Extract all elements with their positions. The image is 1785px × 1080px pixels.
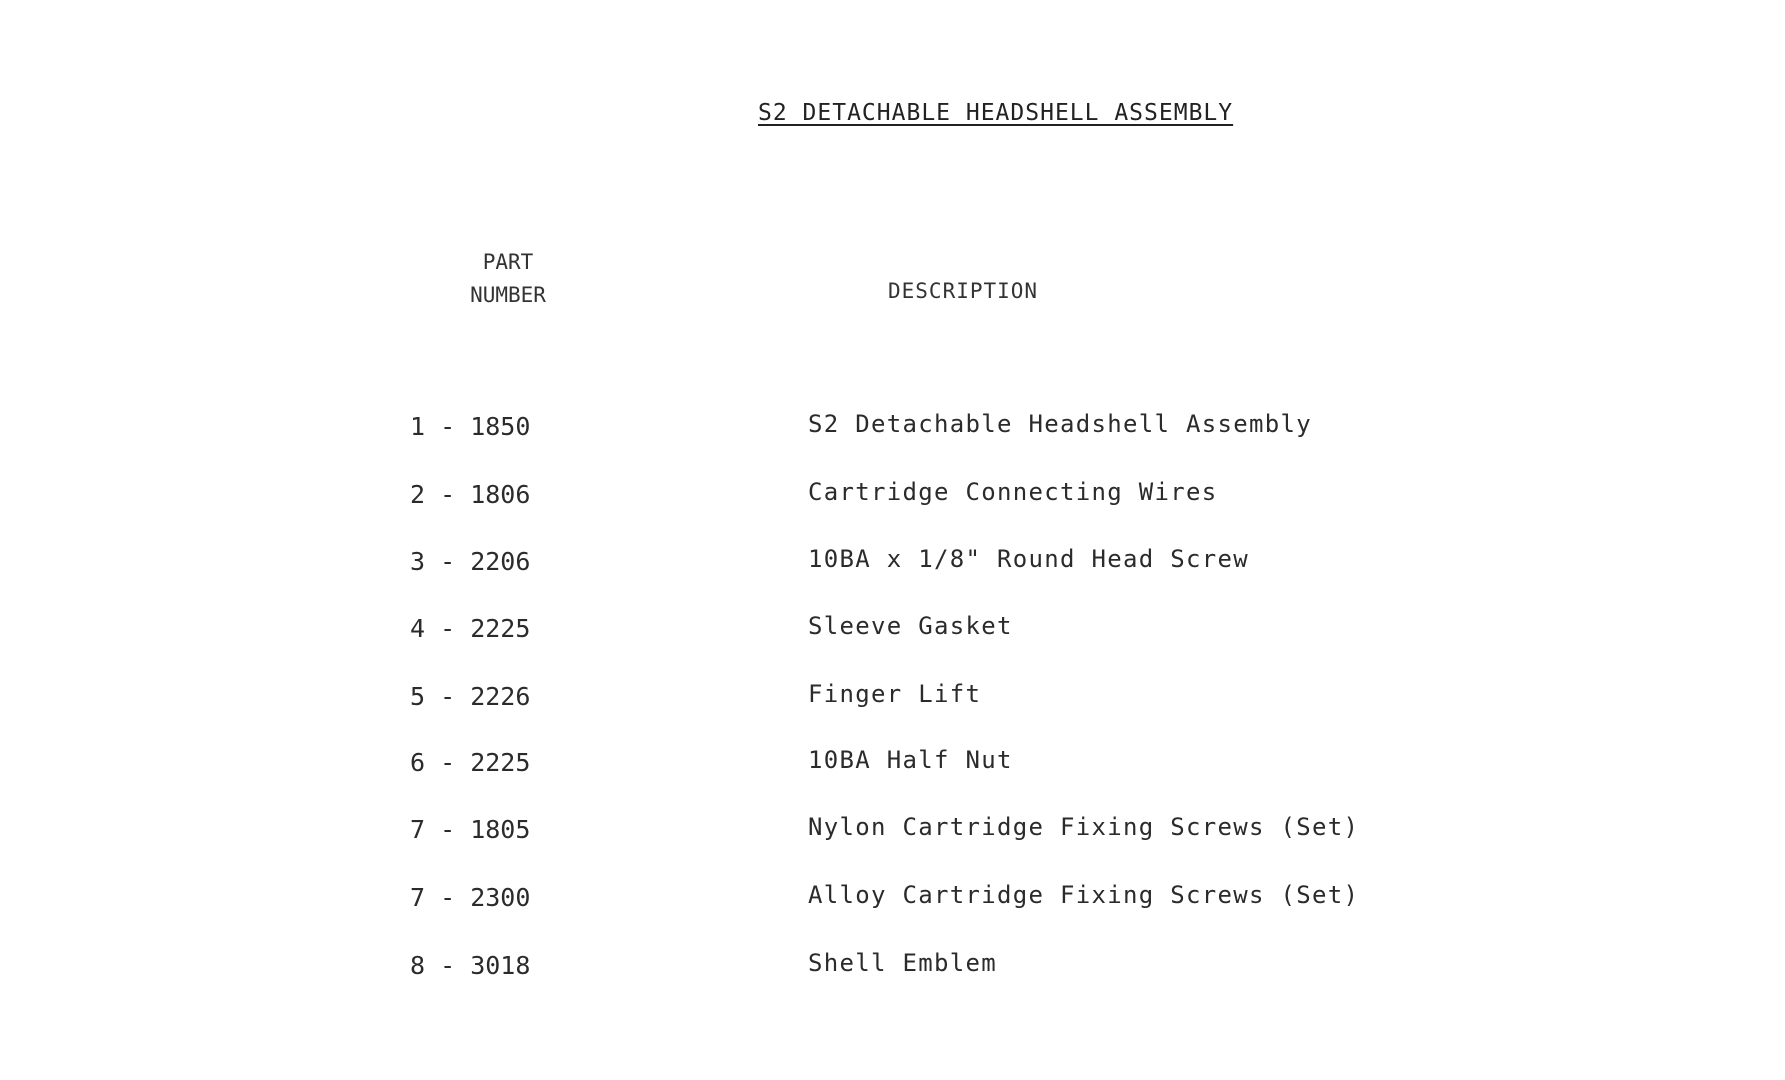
part-number: 4 - 2225 — [410, 614, 531, 643]
part-description: Alloy Cartridge Fixing Screws (Set) — [808, 881, 1360, 909]
part-description: Shell Emblem — [808, 949, 997, 977]
part-description: Sleeve Gasket — [808, 612, 1013, 640]
parts-row — [0, 547, 1785, 587]
part-number: 3 - 2206 — [410, 547, 531, 576]
part-description: S2 Detachable Headshell Assembly — [808, 410, 1312, 438]
parts-row — [0, 682, 1785, 722]
part-number: 1 - 1850 — [410, 412, 531, 441]
description-header: DESCRIPTION — [888, 279, 1039, 303]
part-number: 8 - 3018 — [410, 951, 531, 980]
parts-row — [0, 815, 1785, 855]
part-number: 7 - 2300 — [410, 883, 531, 912]
part-description: 10BA Half Nut — [808, 746, 1013, 774]
parts-row — [0, 951, 1785, 991]
part-number: 5 - 2226 — [410, 682, 531, 711]
part-description: 10BA x 1/8" Round Head Screw — [808, 545, 1249, 573]
parts-row — [0, 412, 1785, 452]
parts-row — [0, 614, 1785, 654]
part-number-header: PART NUMBER — [470, 250, 546, 307]
document-title: S2 DETACHABLE HEADSHELL ASSEMBLY — [758, 100, 1234, 126]
part-description: Nylon Cartridge Fixing Screws (Set) — [808, 813, 1360, 841]
part-description: Finger Lift — [808, 680, 982, 708]
parts-row — [0, 883, 1785, 923]
parts-row — [0, 480, 1785, 520]
part-number: 6 - 2225 — [410, 748, 531, 777]
part-description: Cartridge Connecting Wires — [808, 478, 1218, 506]
parts-row — [0, 748, 1785, 788]
part-number: 7 - 1805 — [410, 815, 531, 844]
part-number: 2 - 1806 — [410, 480, 531, 509]
